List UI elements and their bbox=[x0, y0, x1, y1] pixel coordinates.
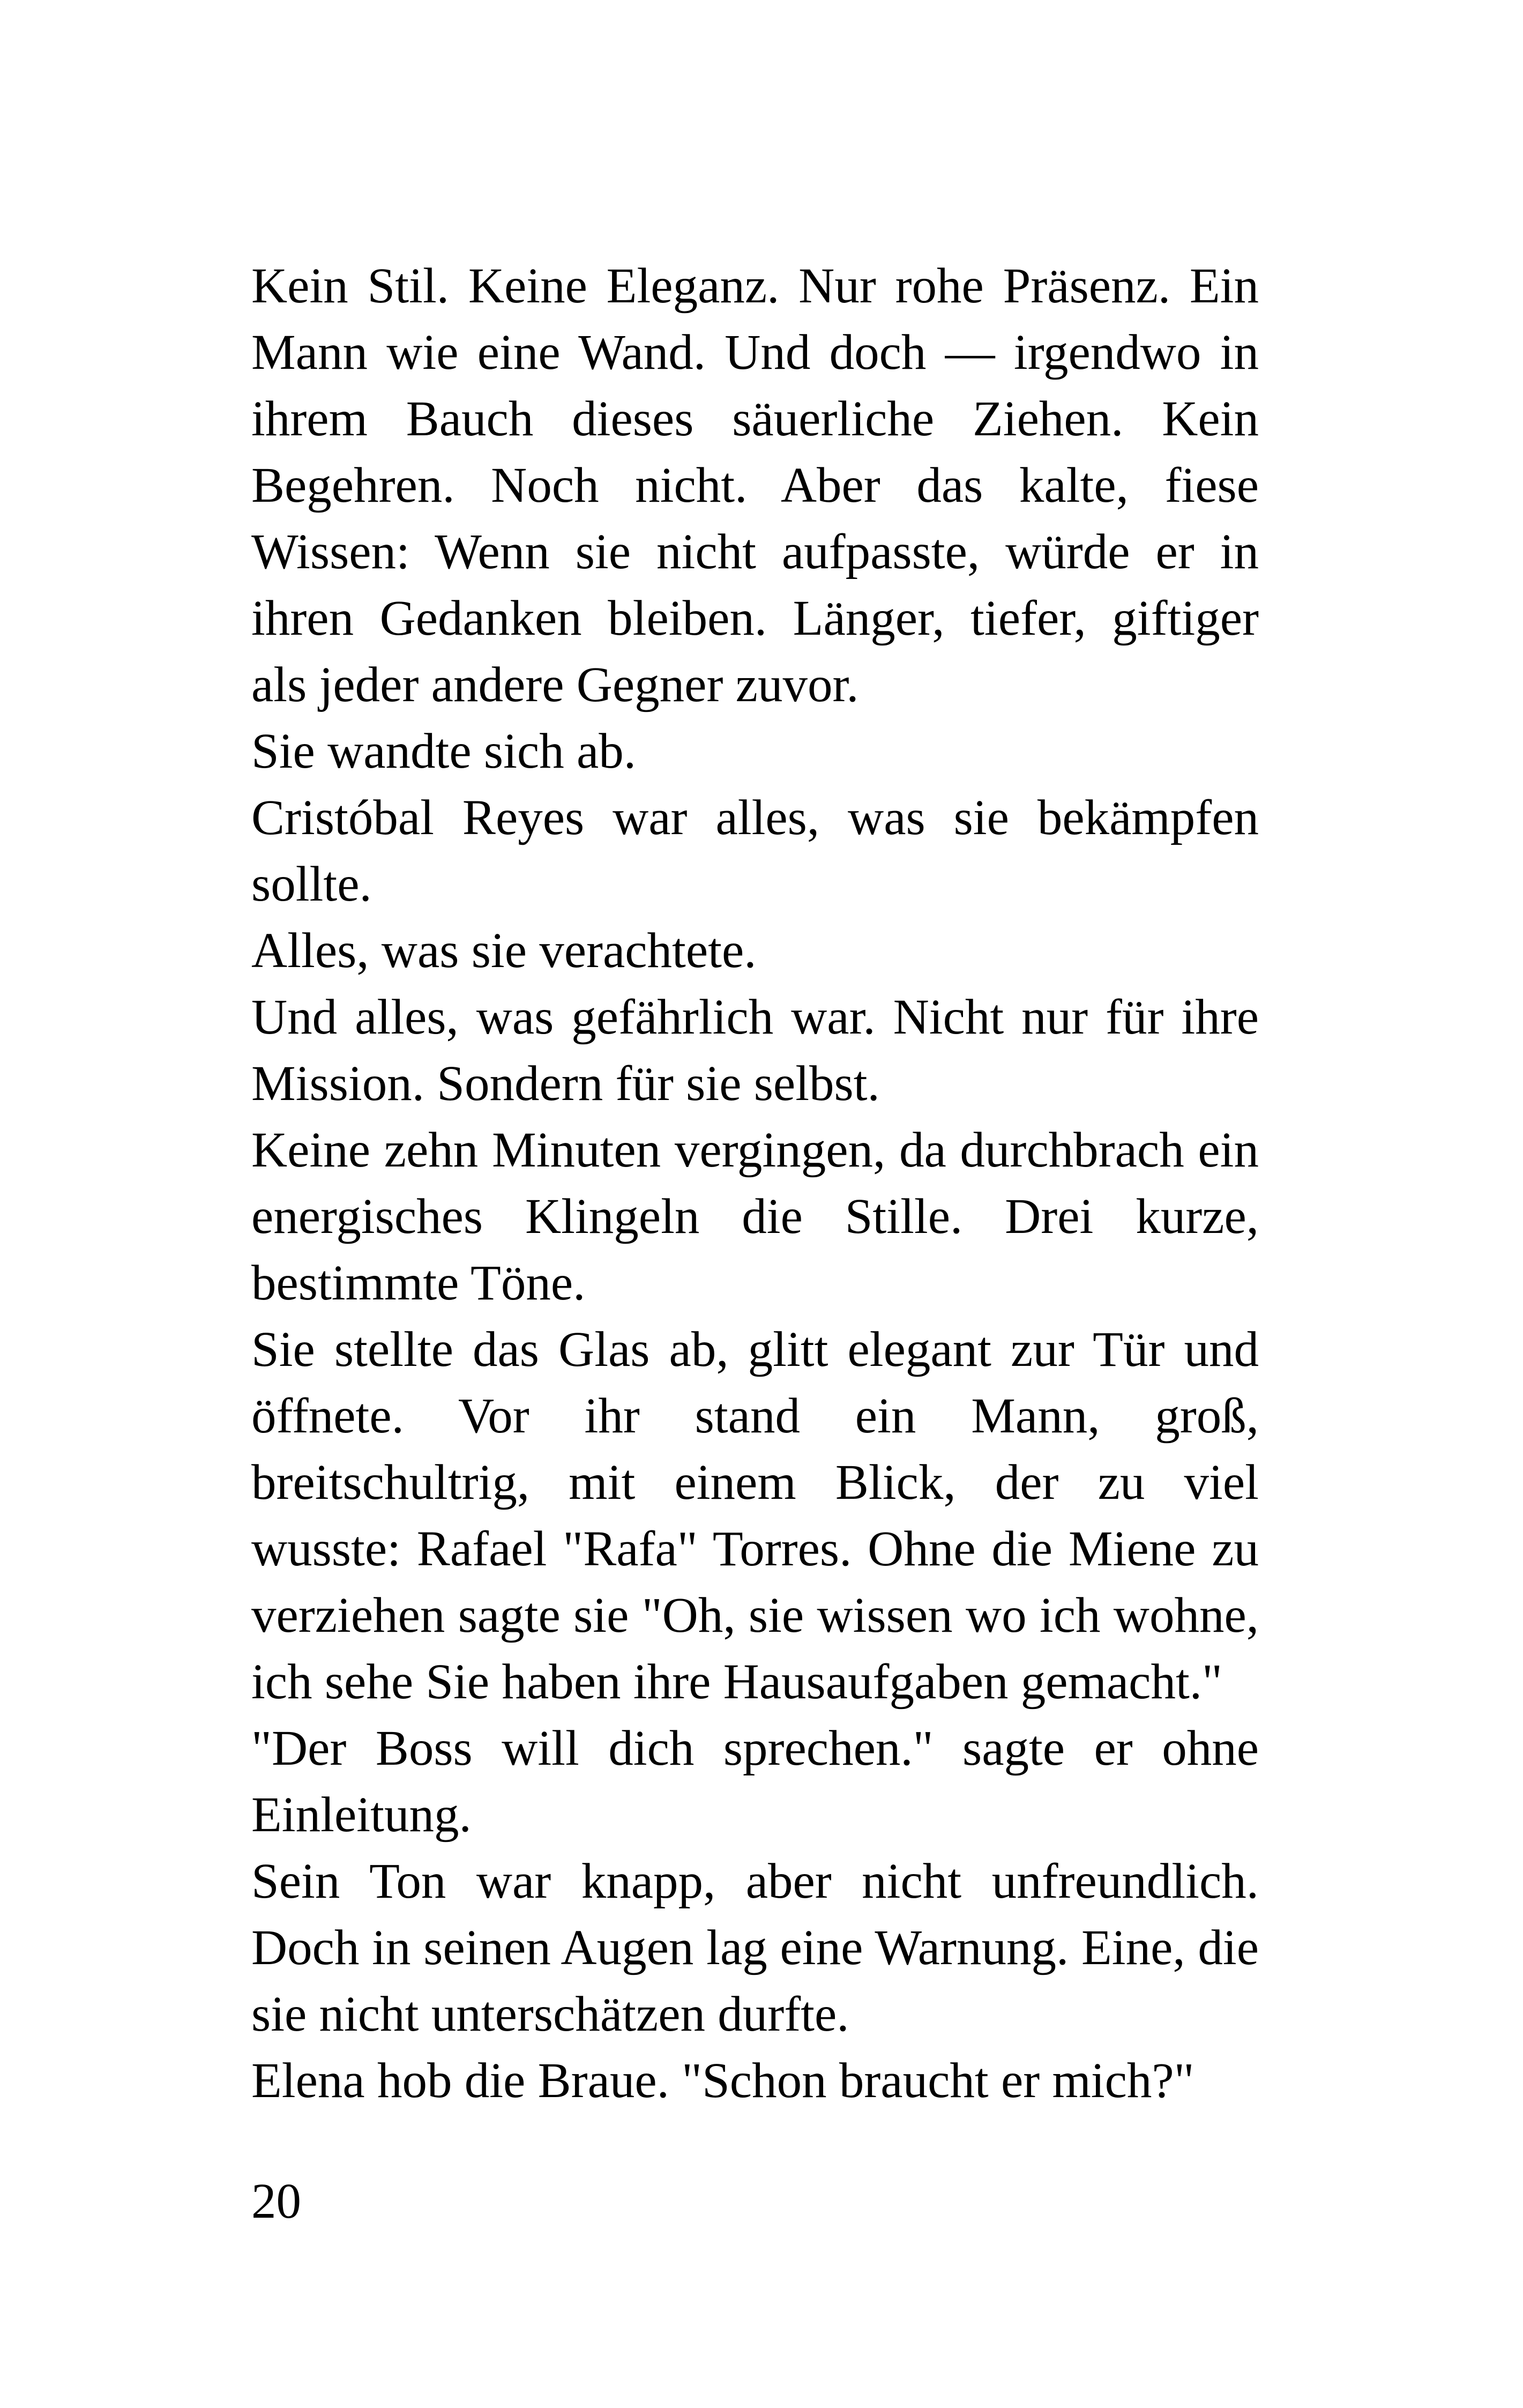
paragraph: Alles, was sie verachtete. bbox=[251, 923, 757, 978]
paragraph: Sein Ton war knapp, aber nicht unfreundlich. Doch in seinen Augen lag eine Warnung. Eine, die sie nicht unterschätzen durfte. bbox=[251, 1854, 1259, 2042]
paragraph: Elena hob die Braue. "Schon braucht er mich?" bbox=[251, 2053, 1194, 2108]
paragraph: Sie stellte das Glas ab, glitt elegant zur Tür und öffnete. Vor ihr stand ein Mann, groß, breitschultrig, mit einem Blick, der zu viel wusste: Rafael "Rafa" Torres. Ohne die Miene zu verziehen sagte sie "Oh, sie wissen wo ich wohne, ich sehe Sie haben ihre Hausaufgaben gemacht." bbox=[251, 1322, 1259, 1710]
paragraph: Sie wandte sich ab. bbox=[251, 724, 636, 779]
paragraph: "Der Boss will dich sprechen." sagte er ohne Einleitung. bbox=[251, 1721, 1259, 1842]
paragraph: Und alles, was gefährlich war. Nicht nur für ihre Mission. Sondern für sie selbst. bbox=[251, 990, 1259, 1111]
paragraph: Kein Stil. Keine Eleganz. Nur rohe Präsenz. Ein Mann wie eine Wand. Und doch — irgendwo in ihrem Bauch dieses säuerliche Ziehen. Kein Begehren. Noch nicht. Aber das kalte, fiese Wissen: Wenn sie nicht aufpasste, würde er in ihren Gedanken bleiben. Länger, tiefer, giftiger als jeder andere Gegner zuvor. bbox=[251, 258, 1259, 712]
page-number: 20 bbox=[251, 2174, 301, 2229]
body-text bbox=[251, 253, 1259, 2114]
paragraph: Cristóbal Reyes war alles, was sie bekämpfen sollte. bbox=[251, 790, 1259, 912]
paragraph: Keine zehn Minuten vergingen, da durchbrach ein energisches Klingeln die Stille. Drei kurze, bestimmte Töne. bbox=[251, 1123, 1259, 1311]
